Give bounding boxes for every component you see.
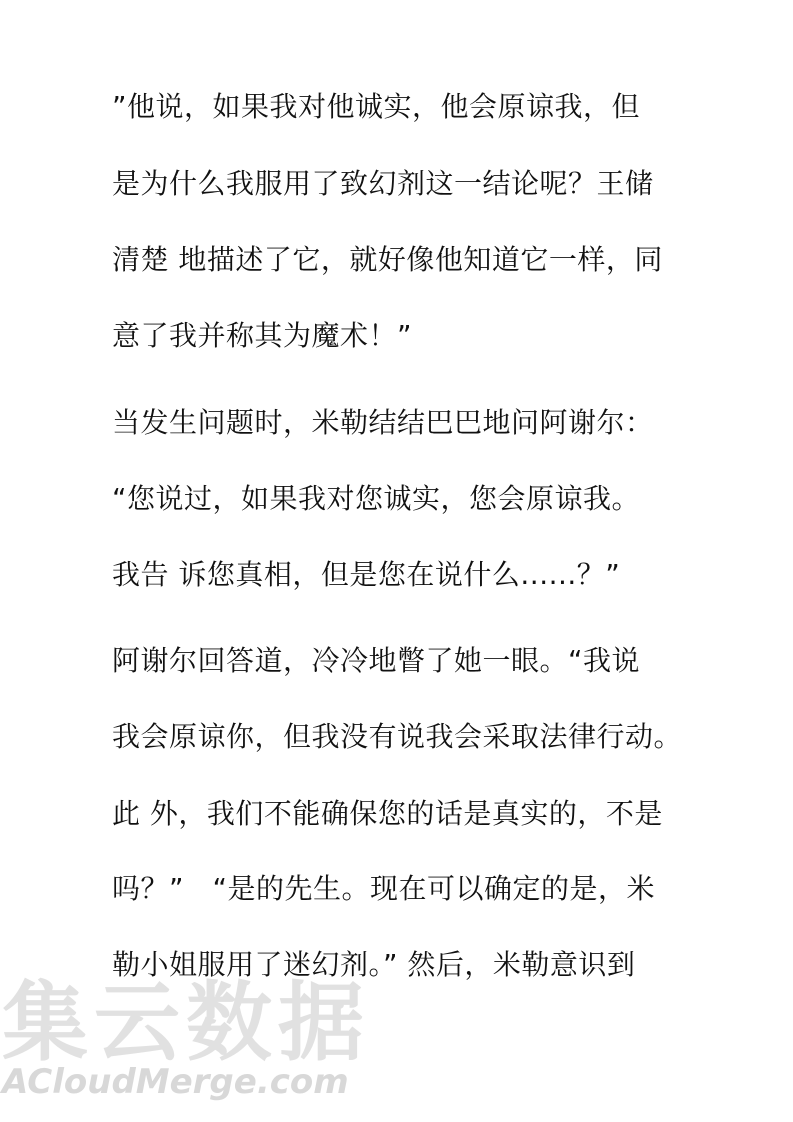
text-line: 我告 诉您真相，但是您在说什么......？” (112, 558, 621, 591)
text-line: 我会原谅你，但我没有说我会采取法律行动。 (112, 720, 683, 753)
text-line: 吗？” “是的先生。现在可以确定的是，米 (112, 872, 656, 905)
text-line: ”他说，如果我对他诚实，他会原谅我，但 (112, 90, 641, 123)
text-line: 勒小姐服用了迷幻剂。” 然后，米勒意识到 (112, 948, 636, 981)
watermark-english: ACloudMerge.com (2, 1062, 349, 1102)
text-line: 阿谢尔回答道，冷冷地瞥了她一眼。“我说 (112, 644, 641, 677)
text-line: 当发生问题时，米勒结结巴巴地问阿谢尔： (112, 406, 654, 439)
watermark (0, 975, 400, 1115)
text-line: 是为什么我服用了致幻剂这一结论呢？王储 (112, 167, 654, 200)
text-line: “您说过，如果我对您诚实，您会原谅我。 (112, 482, 641, 515)
watermark-chinese: 集云数据 (2, 973, 370, 1073)
text-line: 此 外，我们不能确保您的话是真实的，不是 (112, 797, 663, 830)
text-line: 清楚 地描述了它，就好像他知道它一样，同 (112, 243, 663, 276)
text-line: 意了我并称其为魔术！” (112, 319, 413, 352)
